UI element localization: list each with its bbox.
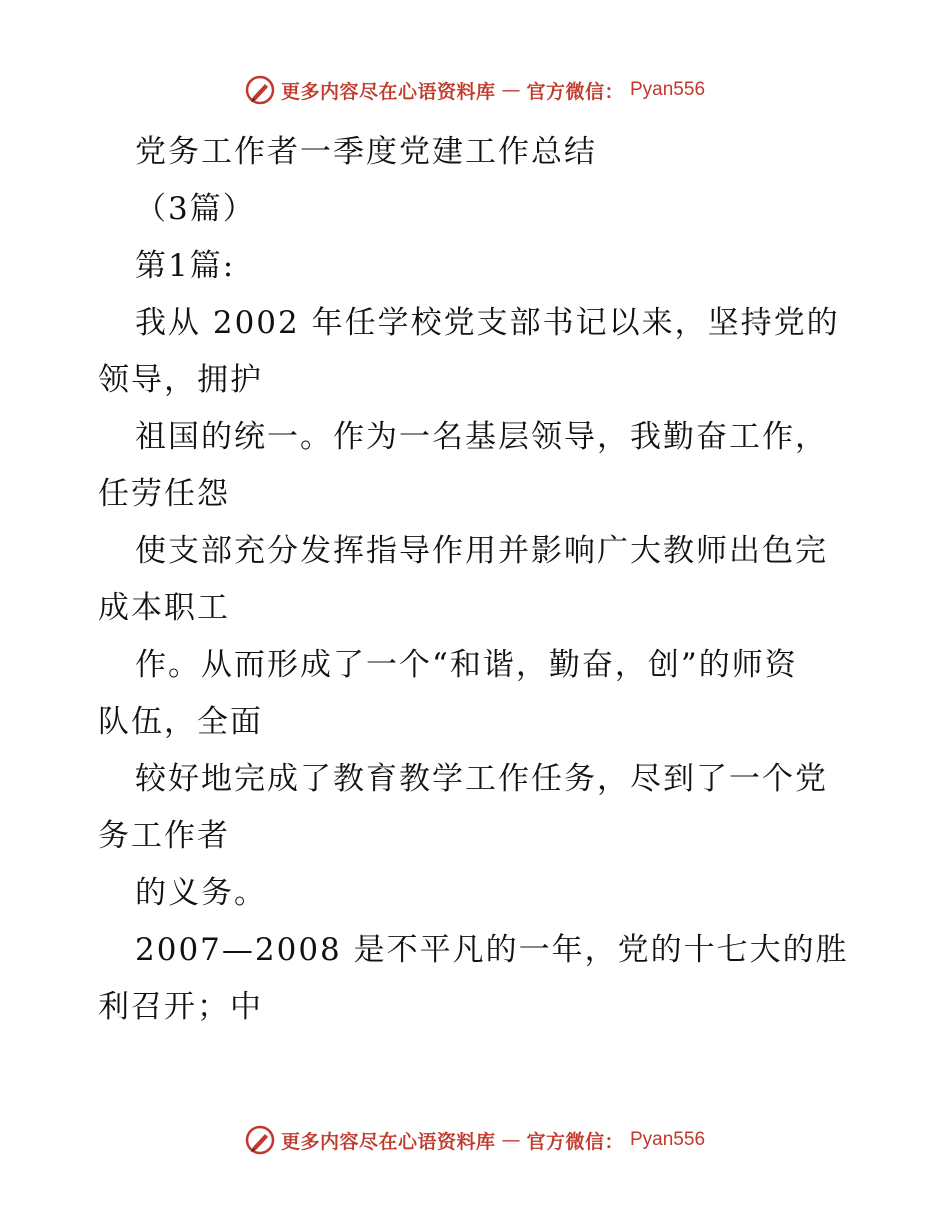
watermark-separator: —	[501, 79, 521, 101]
text-line: 成本职工	[98, 590, 230, 626]
text-line: 领导，拥护	[98, 362, 263, 398]
pen-logo-icon	[245, 75, 275, 105]
section-heading: 第1篇:	[135, 248, 236, 284]
text-line: 作。从而形成了一个“和谐，勤奋，创”的师资	[135, 647, 798, 683]
watermark-text: 更多内容尽在心语资料库	[280, 1130, 496, 1153]
document-body	[98, 124, 858, 1036]
watermark-id: Pyan556	[630, 1129, 706, 1150]
text-line: 队伍，全面	[98, 704, 263, 740]
watermark-label: 官方微信：	[526, 1130, 624, 1153]
text-line: 我从 2002 年任学校党支部书记以来，坚持党的	[135, 305, 840, 341]
text-line: 使支部充分发挥指导作用并影响广大教师出色完	[135, 533, 828, 569]
text-line: 的义务。	[135, 875, 267, 911]
text-line: 任劳任怨	[98, 476, 230, 512]
pen-logo-icon	[245, 1125, 275, 1155]
text-line: 较好地完成了教育教学工作任务，尽到了一个党	[135, 761, 828, 797]
watermark-separator: —	[501, 1129, 521, 1151]
document-subtitle: （3篇）	[135, 191, 256, 227]
text-line: 务工作者	[98, 818, 230, 854]
watermark-id: Pyan556	[630, 79, 706, 100]
text-line: 利召开；中	[98, 989, 263, 1025]
watermark-label: 官方微信：	[526, 80, 624, 103]
watermark-footer	[0, 1120, 950, 1160]
text-line: 祖国的统一。作为一名基层领导，我勤奋工作，	[135, 419, 828, 455]
text-line: 2007—2008 是不平凡的一年，党的十七大的胜	[135, 932, 849, 968]
watermark-header	[0, 70, 950, 110]
watermark-text: 更多内容尽在心语资料库	[280, 80, 496, 103]
document-title: 党务工作者一季度党建工作总结	[135, 134, 597, 170]
